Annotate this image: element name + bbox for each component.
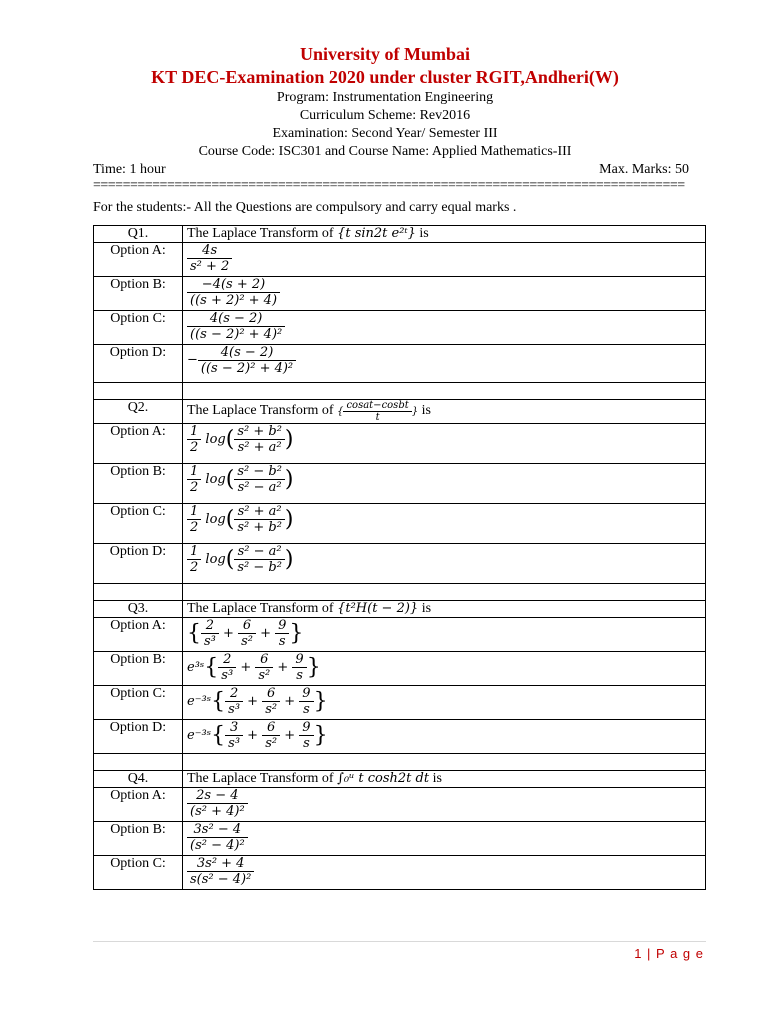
fraction-numerator: 3 <box>229 720 239 735</box>
fraction-numerator: 9 <box>302 686 311 701</box>
fraction-denominator: s² + a² <box>234 439 285 455</box>
fraction-denominator: s³ <box>201 633 219 649</box>
fraction-denominator: 2 <box>187 559 201 575</box>
question-label: Q3. <box>94 601 183 618</box>
question-expression: ∫₀ᵘ t cosh2t dt <box>337 771 430 786</box>
question-table <box>93 225 706 890</box>
fraction-numerator: 9 <box>302 720 311 735</box>
fraction-denominator: s³ <box>225 735 243 751</box>
separator-rule: ================================================================================ <box>93 178 685 193</box>
fraction-numerator: 4(s − 2) <box>209 311 263 326</box>
question-row <box>94 226 706 243</box>
question-prefix: The Laplace Transform of <box>187 601 334 616</box>
option-prefix: e⁻³ˢ <box>187 694 212 709</box>
course-line: Course Code: ISC301 and Course Name: Applied Mathematics-III <box>198 144 572 159</box>
option-row <box>94 856 706 890</box>
option-label: Option D: <box>94 544 183 584</box>
instructions: For the students:- All the Questions are compulsory and carry equal marks . <box>93 200 517 215</box>
question-prefix: The Laplace Transform of <box>187 226 334 241</box>
option-label: Option B: <box>94 652 183 686</box>
time-marks-row <box>93 162 689 178</box>
page-number: 1 | P a g e <box>634 946 704 961</box>
fraction-numerator: 1 <box>190 424 199 439</box>
fraction-denominator: (s² + 4)² <box>187 803 248 819</box>
option-label: Option A: <box>94 788 183 822</box>
option-content: e⁻³ˢ{ $\frac{3}{\text{s³}}$ + $\frac{6}{\text{s²}}$ + $\frac{9}{s}$ } <box>183 720 706 754</box>
option-label: Option C: <box>94 311 183 345</box>
fraction-numerator: 1 <box>190 504 199 519</box>
exam-title: KT DEC-Examination 2020 under cluster RGIT,Andheri(W) <box>151 67 619 87</box>
option-row <box>94 464 706 504</box>
option-row <box>94 424 706 464</box>
option-content <box>183 822 706 856</box>
option-prefix: e³ˢ <box>187 660 205 675</box>
option-content: $\frac{1}{2}$ log( $\frac{\text{s² + b²}}{\text{s² + a²}}$ ) <box>183 424 706 464</box>
spacer-row <box>94 754 706 771</box>
scheme-line: Curriculum Scheme: Rev2016 <box>299 108 471 123</box>
question-prefix: The Laplace Transform of <box>187 771 334 786</box>
fraction-numerator: 4s <box>202 243 218 258</box>
fraction-numerator: 2 <box>223 652 232 667</box>
option-label: Option D: <box>94 345 183 383</box>
fraction-numerator: 6 <box>267 686 276 701</box>
question-suffix: is <box>421 601 432 616</box>
option-row <box>94 652 706 686</box>
fraction-numerator: 4(s − 2) <box>220 345 274 360</box>
log-label: log <box>205 512 226 527</box>
fraction-numerator: cosat−cosbt <box>346 400 409 411</box>
marks-label: Max. Marks: 50 <box>599 162 689 177</box>
fraction-numerator: s² − a² <box>237 544 282 559</box>
option-row <box>94 277 706 311</box>
option-label: Option B: <box>94 822 183 856</box>
option-label: Option D: <box>94 720 183 754</box>
option-content: e³ˢ{ $\frac{2}{\text{s³}}$ + $\frac{6}{\text{s²}}$ + $\frac{9}{s}$ } <box>183 652 706 686</box>
fraction-denominator: s³ <box>225 701 243 717</box>
question-row <box>94 400 706 424</box>
fraction-numerator: 9 <box>295 652 304 667</box>
option-row <box>94 243 706 277</box>
fraction-denominator: (s² − 4)² <box>187 837 248 853</box>
question-label: Q1. <box>94 226 183 243</box>
question-prefix: The Laplace Transform of <box>187 403 334 418</box>
option-label: Option C: <box>94 856 183 890</box>
log-label: log <box>205 552 226 567</box>
option-row <box>94 822 706 856</box>
option-row <box>94 788 706 822</box>
fraction-denominator: 2 <box>187 519 201 535</box>
question-expression: {t sin2t e²ᵗ} <box>337 226 416 241</box>
fraction-numerator: s² − b² <box>237 464 282 479</box>
question-text <box>183 226 706 243</box>
fraction-numerator: s² + b² <box>237 424 282 439</box>
fraction-denominator: 2 <box>187 479 201 495</box>
question-row <box>94 771 706 788</box>
fraction-denominator: s² <box>262 701 280 717</box>
option-content <box>183 311 706 345</box>
university-title: University of Mumbai <box>300 44 470 64</box>
fraction-denominator: s <box>299 735 313 751</box>
fraction-numerator: s² + a² <box>237 504 282 519</box>
option-content <box>183 345 706 383</box>
question-text: The Laplace Transform of { $\frac{\text{cosat−cosbt}}{t}$ } is <box>183 400 706 424</box>
fraction-denominator: s² <box>238 633 256 649</box>
option-label: Option B: <box>94 277 183 311</box>
option-label: Option C: <box>94 504 183 544</box>
fraction-numerator: 1 <box>190 544 199 559</box>
question-label: Q2. <box>94 400 183 424</box>
fraction-denominator: s(s² − 4)² <box>187 871 254 887</box>
fraction-numerator: 3s² − 4 <box>193 822 242 837</box>
log-label: log <box>205 472 226 487</box>
fraction-numerator: 2s − 4 <box>196 788 239 803</box>
fraction-denominator: s² <box>255 667 273 683</box>
option-row <box>94 345 706 383</box>
fraction-numerator: 2 <box>229 686 239 701</box>
program-line: Program: Instrumentation Engineering <box>276 90 494 105</box>
option-label: Option B: <box>94 464 183 504</box>
option-content <box>183 277 706 311</box>
spacer-row <box>94 383 706 400</box>
fraction-denominator: s² + b² <box>234 519 285 535</box>
fraction-denominator: s <box>275 633 289 649</box>
option-prefix: − <box>187 352 198 368</box>
time-label: Time: 1 hour <box>93 162 166 177</box>
option-content: e⁻³ˢ{ $\frac{2}{\text{s³}}$ + $\frac{6}{\text{s²}}$ + $\frac{9}{s}$ } <box>183 686 706 720</box>
option-content: $\frac{1}{2}$ log( $\frac{\text{s² − a²}}{\text{s² − b²}}$ ) <box>183 544 706 584</box>
question-text <box>183 771 706 788</box>
option-prefix: e⁻³ˢ <box>187 728 212 743</box>
option-row <box>94 686 706 720</box>
fraction-denominator: s² + 2 <box>187 258 232 274</box>
fraction-denominator: ((s + 2)² + 4) <box>187 292 280 308</box>
question-expression: {t²H(t − 2)} <box>337 601 419 616</box>
footer-divider <box>93 941 706 942</box>
fraction-denominator: s <box>292 667 306 683</box>
question-label: Q4. <box>94 771 183 788</box>
option-content: $\frac{1}{2}$ log( $\frac{\text{s² + a²}}{\text{s² + b²}}$ ) <box>183 504 706 544</box>
log-label: log <box>205 432 226 447</box>
option-row <box>94 311 706 345</box>
option-row <box>94 618 706 652</box>
question-suffix: is <box>419 226 429 241</box>
fraction-denominator: ((s − 2)² + 4)² <box>187 326 285 342</box>
fraction-denominator: s <box>299 701 313 717</box>
fraction-numerator: 3s² + 4 <box>196 856 245 871</box>
option-row <box>94 720 706 754</box>
option-row <box>94 544 706 584</box>
option-label: Option A: <box>94 243 183 277</box>
fraction-denominator: t <box>343 411 411 423</box>
option-row <box>94 504 706 544</box>
fraction-numerator: −4(s + 2) <box>201 277 266 292</box>
fraction-numerator: 6 <box>267 720 276 735</box>
option-label: Option A: <box>94 618 183 652</box>
spacer-row <box>94 584 706 601</box>
question-suffix: is <box>421 403 431 418</box>
option-content: $\frac{1}{2}$ log( $\frac{\text{s² − b²}}{\text{s² − a²}}$ ) <box>183 464 706 504</box>
question-row <box>94 601 706 618</box>
option-content <box>183 856 706 890</box>
option-content <box>183 788 706 822</box>
fraction-denominator: s³ <box>218 667 236 683</box>
fraction-numerator: 2 <box>205 618 215 633</box>
option-label: Option A: <box>94 424 183 464</box>
fraction-denominator: 2 <box>187 439 201 455</box>
fraction-numerator: 6 <box>242 618 252 633</box>
fraction-denominator: s² − a² <box>234 479 285 495</box>
fraction-numerator: 6 <box>260 652 269 667</box>
option-label: Option C: <box>94 686 183 720</box>
option-content: { $\frac{2}{\text{s³}}$ + $\frac{6}{\text{s²}}$ + $\frac{9}{s}$ } <box>183 618 706 652</box>
fraction-denominator: s² − b² <box>234 559 285 575</box>
fraction-numerator: 9 <box>278 618 287 633</box>
fraction-numerator: 1 <box>190 464 199 479</box>
option-content <box>183 243 706 277</box>
fraction-denominator: s² <box>262 735 280 751</box>
fraction-denominator: ((s − 2)² + 4)² <box>198 360 296 376</box>
question-suffix: is <box>432 771 442 786</box>
examination-line: Examination: Second Year/ Semester III <box>272 126 498 141</box>
question-text <box>183 601 706 618</box>
